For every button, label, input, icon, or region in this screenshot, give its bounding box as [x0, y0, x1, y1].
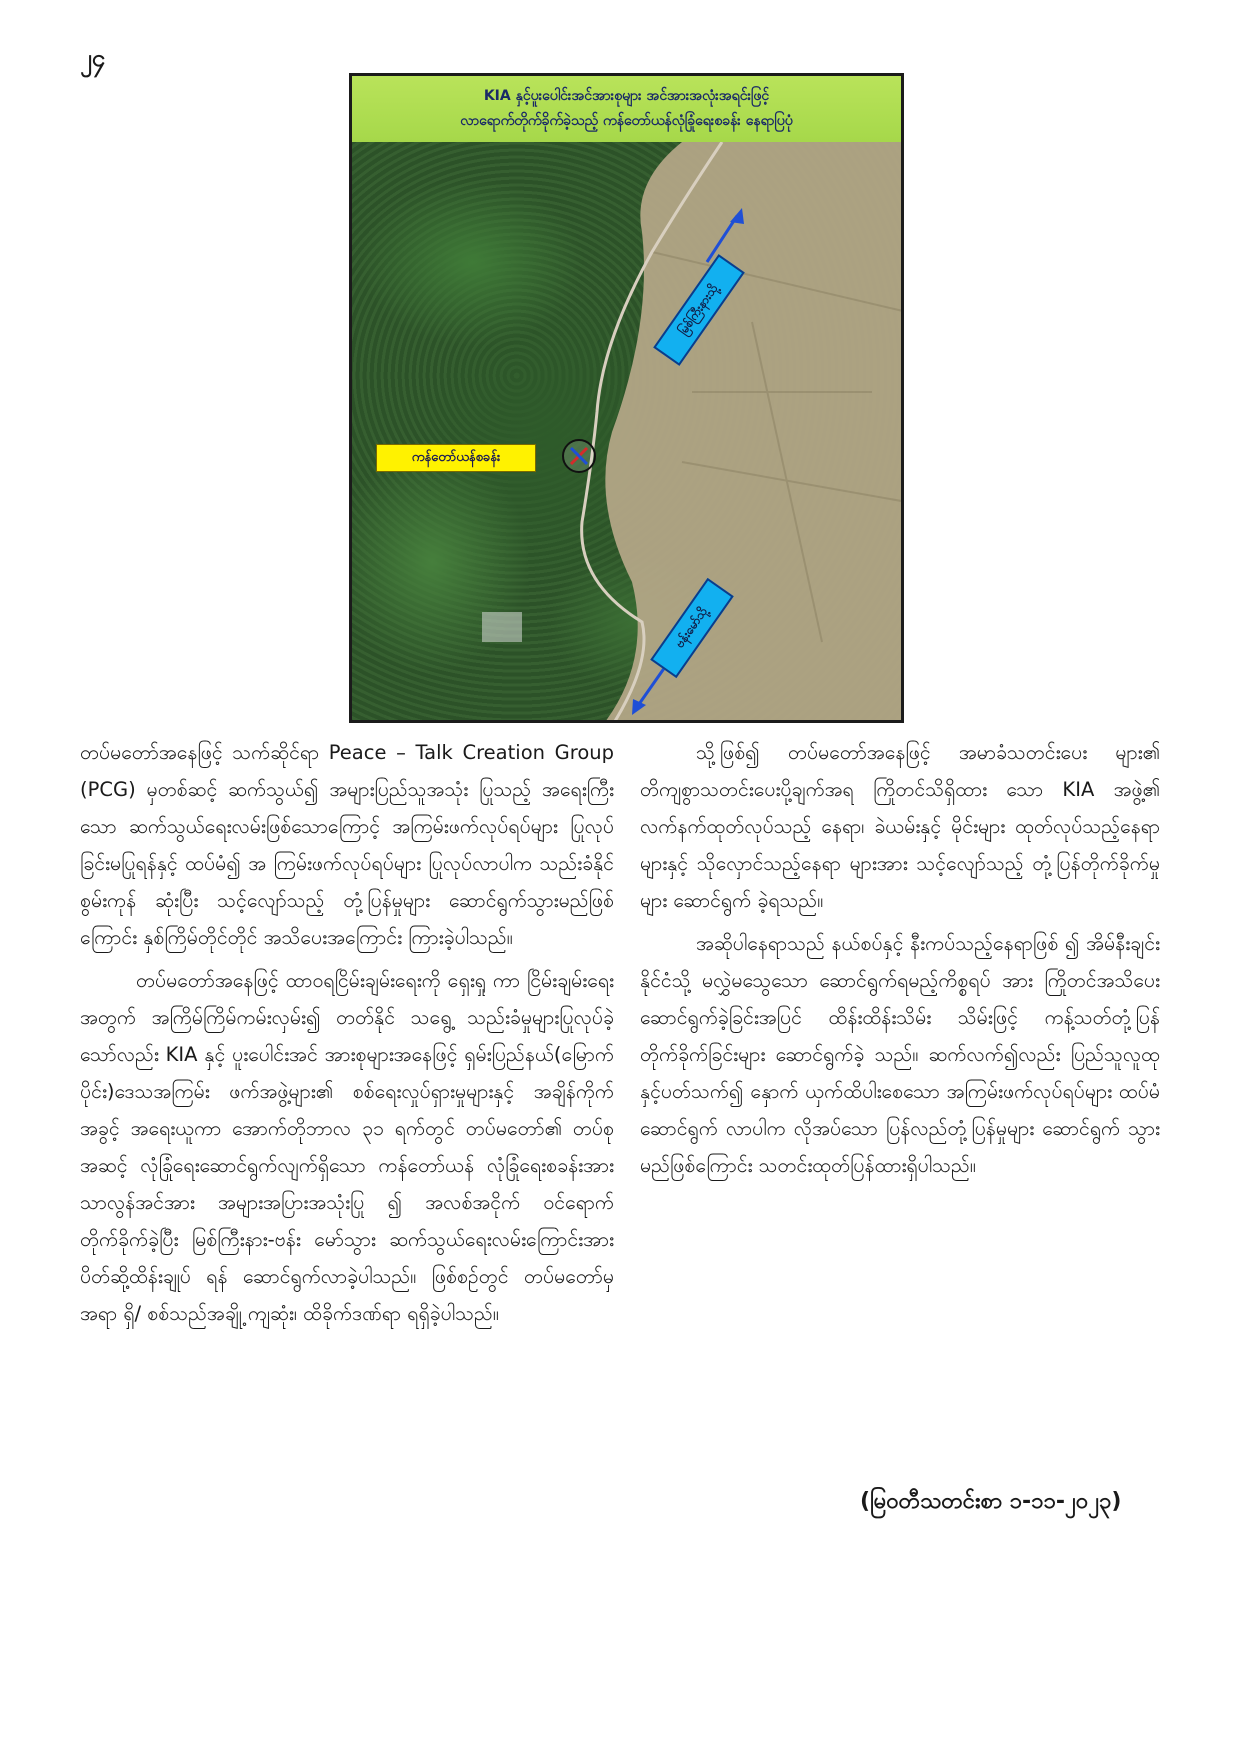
map-overlay — [352, 142, 904, 723]
figure-title-line2: လာရောက်တိုက်ခိုက်ခဲ့သည့် ကန်တော်ယန်လုံခြုံရေးစခန်း နေရာပြပုံ — [460, 113, 793, 129]
road-sign-myitkyina: မြစ်ကြီးနားသို့ — [653, 254, 745, 366]
satellite-map — [352, 142, 901, 723]
figure-title-line1: KIA နှင့်ပူးပေါင်းအင်အားစုများ အင်အားအလုံးအရင်းဖြင့် — [483, 88, 770, 104]
page-number: ၂၄ — [80, 44, 106, 72]
paragraph: တပ်မတော်အနေဖြင့် ထာဝရငြိမ်းချမ်းရေးကို ရှေးရှု ကာ ငြိမ်းချမ်းရေးအတွက် အကြိမ်ကြိမ်ကမ်းလှမ်း၍ တတ်နိုင် သရွေ့ သည်းခံမှုများပြုလုပ်ခဲ့သော်လည်း KIA နှင့် ပူးပေါင်းအင် အားစုများအနေဖြင့် ရှမ်းပြည်နယ်(မြောက်ပိုင်း)ဒေသအကြမ်း ဖက်အဖွဲ့များ၏ စစ်ရေးလှုပ်ရှားမှုများနှင့် အချိန်ကိုက် အခွင့် အရေးယူကာ အောက်တိုဘာလ ၃၁ ရက်တွင် တပ်မတော်၏ တပ်စုအဆင့် လုံခြုံရေးဆောင်ရွက်လျက်ရှိသော ကန်တော်ယန် လုံခြုံရေးစခန်းအား သာလွန်အင်အား အများအပြားအသုံးပြု ၍ အလစ်အငိုက် ဝင်ရောက်တိုက်ခိုက်ခဲ့ပြီး မြစ်ကြီးနား-ဗန်း မော်သွား ဆက်သွယ်ရေးလမ်းကြောင်းအား ပိတ်ဆို့ထိန်းချုပ် ရန် ဆောင်ရွက်လာခဲ့ပါသည်။ ဖြစ်စဉ်တွင် တပ်မတော်မှ အရာ ရှိ/ စစ်သည်အချို့ ကျဆုံး၊ ထိခိုက်ဒဏ်ရာ ရရှိခဲ့ပါသည်။ — [80, 969, 614, 1325]
right-column — [640, 734, 1160, 1184]
paragraph: အဆိုပါနေရာသည် နယ်စပ်နှင့် နီးကပ်သည့်နေရာဖြစ် ၍ အိမ်နီးချင်းနိုင်ငံသို့ မလွှဲမသွေသော ဆောင်ရွက်ရမည့်ကိစ္စရပ် အား ကြိုတင်အသိပေးဆောင်ရွက်ခဲ့ခြင်းအပြင် ထိန်းထိန်းသိမ်း သိမ်းဖြင့် ကန့်သတ်တုံ့ပြန်တိုက်ခိုက်ခြင်းများ ဆောင်ရွက်ခဲ့ သည်။ ဆက်လက်၍လည်း ပြည်သူလူထုနှင့်ပတ်သက်၍ နှောက် ယှက်ထိပါးစေသော အကြမ်းဖက်လုပ်ရပ်များ ထပ်မံဆောင်ရွက် လာပါက လိုအပ်သော ပြန်လည်တုံ့ပြန်မှုများ ဆောင်ရွက် သွားမည်ဖြစ်ကြောင်း သတင်းထုတ်ပြန်ထားရှိပါသည်။ — [640, 932, 1160, 1177]
paragraph: တပ်မတော်အနေဖြင့် သက်ဆိုင်ရာ Peace – Talk Creation Group (PCG) မှတစ်ဆင့် ဆက်သွယ်၍ အများပြည်သူအသုံး ပြုသည့် အရေးကြီးသော ဆက်သွယ်ရေးလမ်းဖြစ်သောကြောင့် အကြမ်းဖက်လုပ်ရပ်များ ပြုလုပ်ခြင်းမပြုရန်နှင့် ထပ်မံ၍ အ ကြမ်းဖက်လုပ်ရပ်များ ပြုလုပ်လာပါက သည်းခံနိုင်စွမ်းကုန် ဆုံးပြီး သင့်လျော်သည့် တုံ့ပြန်မှုများ ဆောင်ရွက်သွားမည်ဖြစ် ကြောင်း နှစ်ကြိမ်တိုင်တိုင် အသိပေးအကြောင်း ကြားခဲ့ပါသည်။ — [80, 741, 614, 949]
paragraph: သို့ဖြစ်၍ တပ်မတော်အနေဖြင့် အမာခံသတင်းပေး များ၏ တိကျစွာသတင်းပေးပို့ချက်အရ ကြိုတင်သိရှိထား သော KIA အဖွဲ့၏ လက်နက်ထုတ်လုပ်သည့် နေရာ၊ ခဲယမ်းနှင့် မိုင်းများ ထုတ်လုပ်သည့်နေရာများနှင့် သိုလှောင်သည့်နေရာ များအား သင့်လျော်သည့် တုံ့ပြန်တိုက်ခိုက်မှုများ ဆောင်ရွက် ခဲ့ရသည်။ — [640, 741, 1160, 912]
map-figure — [349, 73, 904, 723]
farmland-area — [602, 142, 904, 723]
source-note: (မြဝတီသတင်းစာ ၁-၁၁-၂၀၂၃) — [860, 1489, 1122, 1514]
road-sign-bhamo: ဗန်းမော်သို့ — [650, 578, 734, 678]
cloud-patch — [482, 612, 522, 642]
left-column — [80, 734, 614, 1332]
camp-marker-icon — [562, 439, 596, 473]
camp-label: ကန်တော်ယန်စခန်း — [376, 444, 536, 472]
figure-title — [352, 76, 901, 143]
